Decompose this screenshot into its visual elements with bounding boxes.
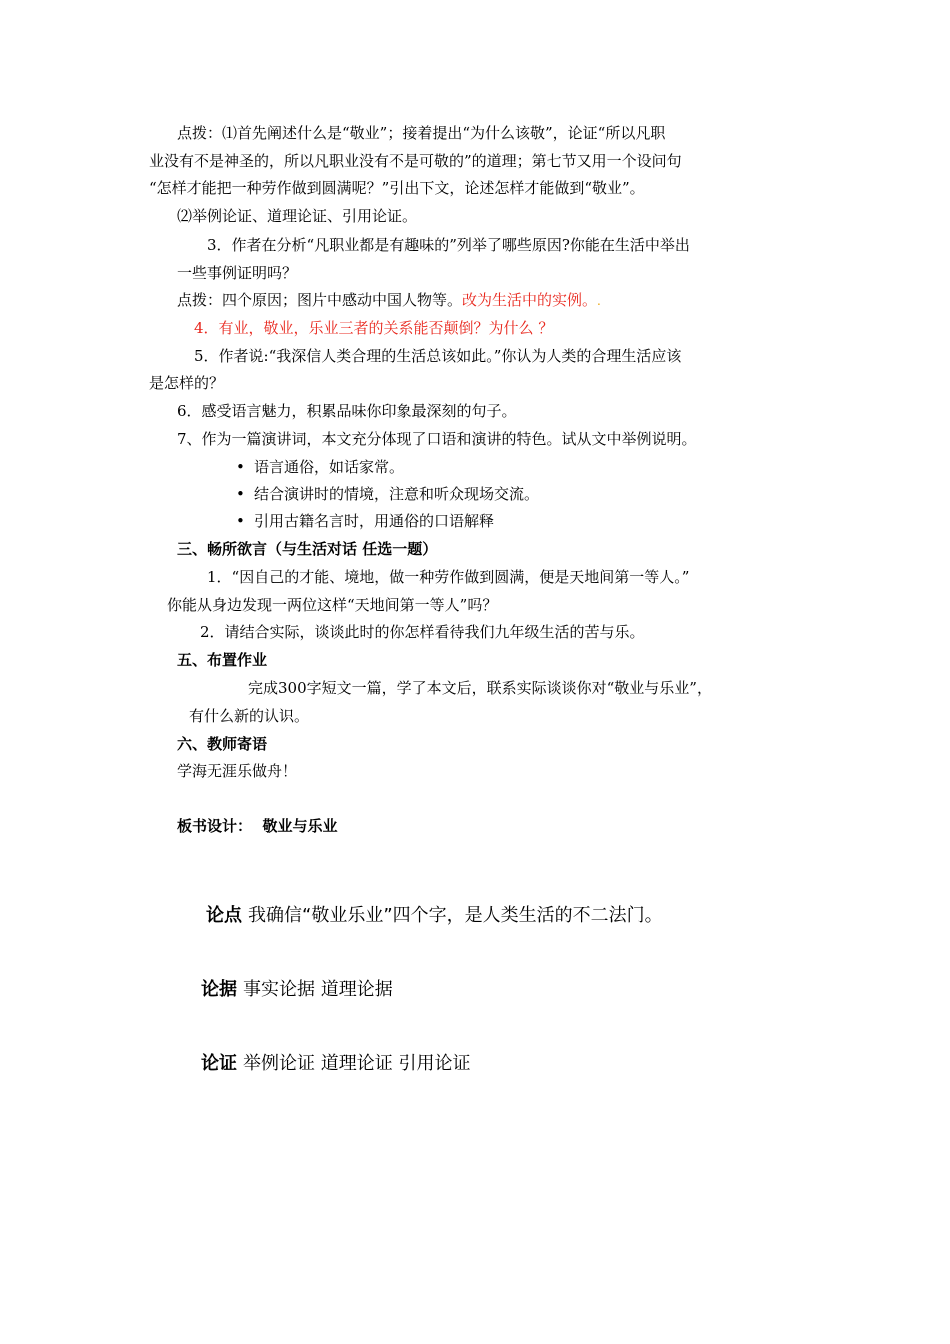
board-row-value: 我确信“敬业乐业”四个字，是人类生活的不二法门。 bbox=[248, 905, 663, 926]
hint-text: 点拨：四个原因；图片中感动中国人物等。 bbox=[177, 291, 463, 309]
task-1-line-2: 你能从身边发现一两位这样“天地间第一等人”吗？ bbox=[167, 596, 498, 614]
paragraph-line-1: 点拨：⑴首先阐述什么是“敬业”；接着提出“为什么该敬”，论证“所以凡职 bbox=[177, 124, 666, 142]
bullet-item bbox=[236, 511, 494, 531]
question-5-line-2: 是怎样的？ bbox=[149, 374, 225, 392]
question-5-line-1: 5．作者说:“我深信人类合理的生活总该如此。”你认为人类的合理生活应该 bbox=[194, 347, 682, 365]
homework-line-1: 完成300字短文一篇，学了本文后，联系实际谈谈你对“敬业与乐业”， bbox=[248, 679, 712, 697]
bullet-icon: • bbox=[236, 485, 245, 503]
hint-revision-note: 改为生活中的实例。 bbox=[462, 291, 598, 309]
question-3-line-2: 一些事例证明吗？ bbox=[177, 264, 298, 282]
paragraph-line-4: ⑵举例论证、道理论证、引用论证。 bbox=[177, 207, 418, 225]
question-7: 7、作为一篇演讲词，本文充分体现了口语和演讲的特色。试从文中举例说明。 bbox=[177, 430, 697, 448]
paragraph-line-2: 业没有不是神圣的，所以凡职业没有不是可敬的”的道理；第七节又用一个设问句 bbox=[149, 152, 682, 170]
paragraph-line-3-text: “怎样才能把一种劳作做到圆满呢？”引出下文，论述怎样才能做到“敬业”。 bbox=[149, 179, 645, 197]
task-2: 2．请结合实际，谈谈此时的你怎样看待我们九年级生活的苦与乐。 bbox=[200, 623, 645, 641]
bullet-icon: • bbox=[236, 512, 245, 530]
section-heading-5: 五、布置作业 bbox=[177, 651, 268, 669]
teacher-message: 学海无涯乐做舟！ bbox=[177, 762, 298, 780]
highlight-mark: . bbox=[597, 294, 601, 308]
board-row-key: 论点 bbox=[206, 905, 242, 926]
board-row-evidence bbox=[201, 977, 393, 1003]
paragraph-line-3 bbox=[149, 178, 645, 198]
board-row-key: 论证 bbox=[201, 1053, 237, 1074]
question-6: 6．感受语言魅力，积累品味你印象最深刻的句子。 bbox=[177, 402, 517, 420]
homework-line-2: 有什么新的认识。 bbox=[189, 707, 310, 725]
task-1-line-1: 1．“因自己的才能、境地，做一种劳作做到圆满，便是天地间第一等人。” bbox=[207, 568, 690, 586]
bullet-text: 结合演讲时的情境，注意和听众现场交流。 bbox=[254, 485, 540, 503]
board-row-key: 论据 bbox=[201, 979, 237, 1000]
bullet-text: 引用古籍名言时，用通俗的口语解释 bbox=[254, 512, 495, 530]
section-heading-6: 六、教师寄语 bbox=[177, 735, 268, 753]
question-4: 4．有业，敬业，乐业三者的关系能否颠倒？为什么 ？ bbox=[194, 319, 554, 337]
board-row-value: 事实论据 道理论据 bbox=[243, 979, 393, 1000]
bullet-text: 语言通俗，如话家常。 bbox=[254, 458, 405, 476]
board-design-label: 板书设计： bbox=[177, 817, 253, 835]
question-3-line-1: 3．作者在分析“凡职业都是有趣味的”列举了哪些原因?你能在生活中举出 bbox=[207, 236, 690, 254]
board-row-thesis bbox=[206, 903, 663, 929]
board-row-argument bbox=[201, 1051, 470, 1077]
bullet-icon: • bbox=[236, 458, 245, 476]
board-row-value: 举例论证 道理论证 引用论证 bbox=[243, 1053, 471, 1074]
board-design-topic: 敬业与乐业 bbox=[262, 817, 338, 835]
bullet-item bbox=[236, 457, 404, 477]
section-heading-3: 三、畅所欲言（与生活对话 任选一题） bbox=[177, 540, 438, 558]
hint-line bbox=[177, 290, 601, 311]
bullet-item bbox=[236, 484, 539, 504]
board-design-title bbox=[177, 816, 337, 836]
